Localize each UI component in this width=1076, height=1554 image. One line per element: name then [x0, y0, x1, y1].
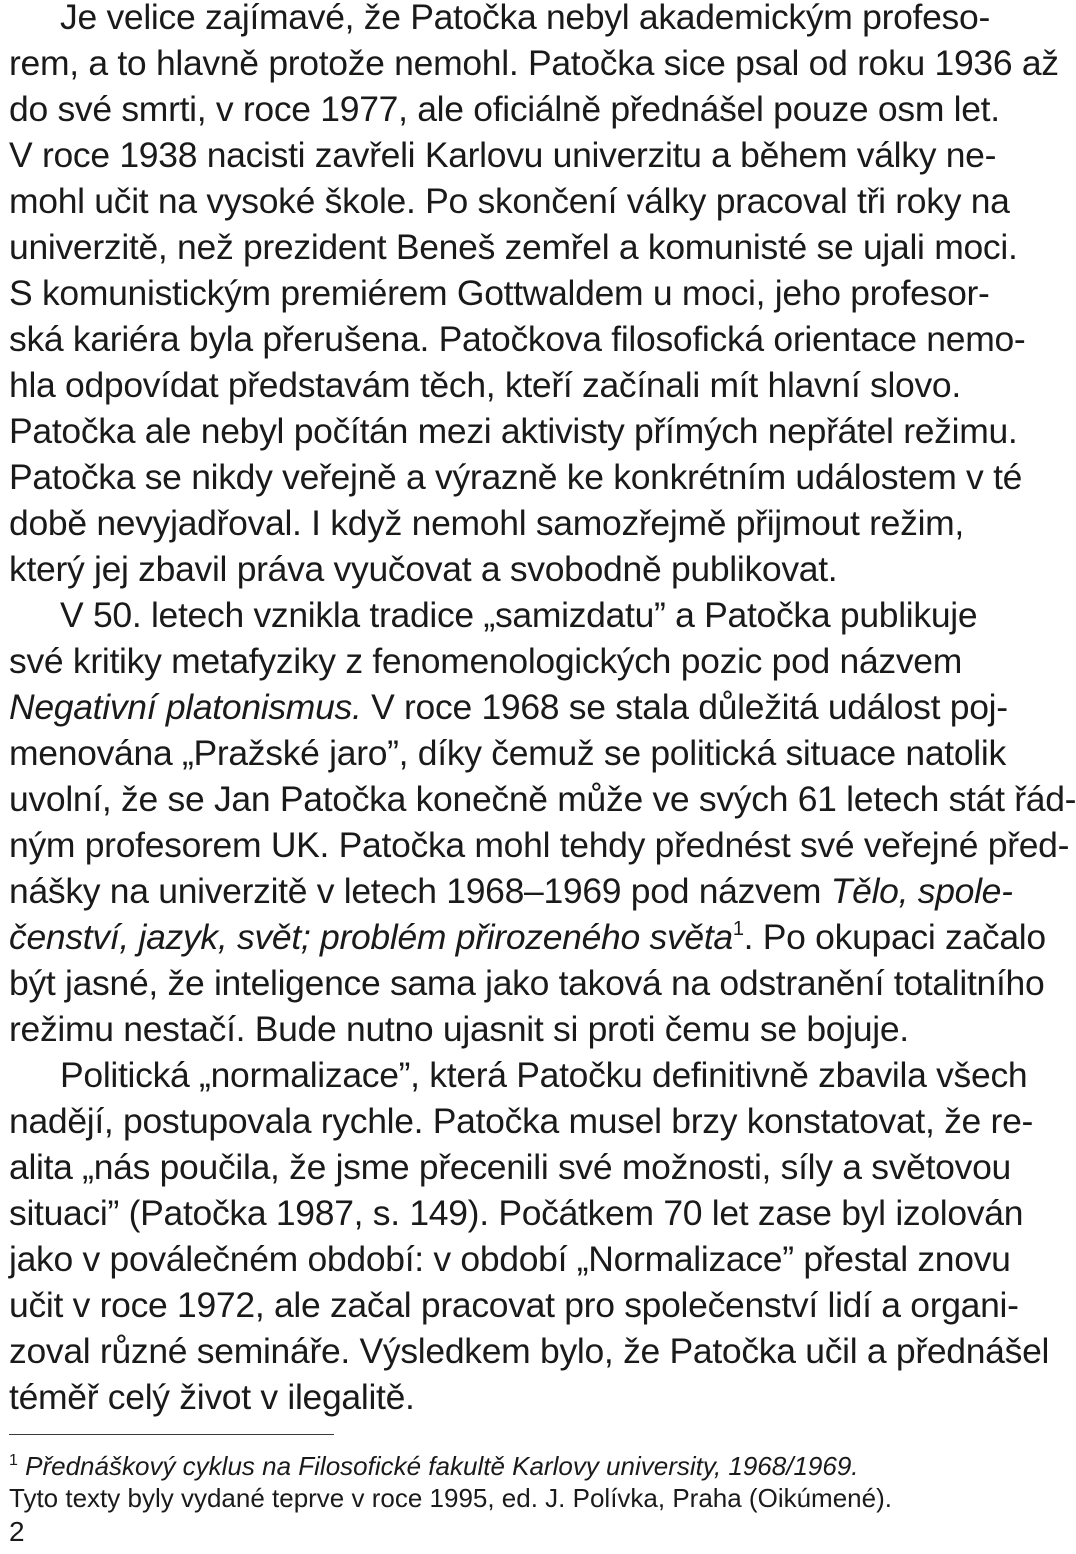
- text-line: S komunistickým premiérem Gottwaldem u moci, jeho profesor-: [9, 273, 990, 313]
- text-line: univerzitě, než prezident Beneš zemřel a komunisté se ujali moci.: [9, 227, 1018, 267]
- text-line: době nevyjadřoval. I když nemohl samozřejmě přijmout režim,: [9, 503, 964, 543]
- text-line: režimu nestačí. Bude nutno ujasnit si proti čemu se bojuje.: [9, 1009, 909, 1049]
- text-line: učit v roce 1972, ale začal pracovat pro společenství lidí a organi-: [9, 1285, 1019, 1325]
- text-line: rem, a to hlavně protože nemohl. Patočka sice psal od roku 1936 až: [9, 43, 1059, 83]
- text-line: zoval různé semináře. Výsledkem bylo, že Patočka učil a přednášel: [9, 1331, 1050, 1371]
- page-number: 2: [9, 1516, 25, 1547]
- text-line: V 50. letech vznikla tradice „samizdatu” a Patočka publikuje: [60, 595, 978, 635]
- text-line: Patočka ale nebyl počítán mezi aktivisty přímých nepřátel režimu.: [9, 411, 1018, 451]
- text-line: Negativní platonismus. V roce 1968 se stala důležitá událost poj-: [9, 687, 1008, 727]
- text-line: alita „nás poučila, že jsme přecenili své možnosti, síly a světovou: [9, 1147, 1011, 1187]
- text-line: téměř celý život v ilegalitě.: [9, 1377, 415, 1417]
- text-line: jako v poválečném období: v období „Normalizace” přestal znovu: [9, 1239, 1011, 1279]
- text-line: čenství, jazyk, svět; problém přirozeného světa$^1$. Po okupaci začalo: [9, 917, 1046, 957]
- text-line: Politická „normalizace”, která Patočku definitivně zbavila všech: [60, 1055, 1028, 1095]
- text-line: který jej zbavil práva vyučovat a svobodně publikovat.: [9, 549, 838, 589]
- text-line: mohl učit na vysoké škole. Po skončení války pracoval tři roky na: [9, 181, 1010, 221]
- text-line: Je velice zajímavé, že Patočka nebyl akademickým profeso-: [60, 0, 990, 37]
- footnote-text: Přednáškový cyklus na Filosofické fakultě Karlovy university, 1968/1969.: [25, 1451, 859, 1481]
- text-line: hla odpovídat představám těch, kteří začínali mít hlavní slovo.: [9, 365, 961, 405]
- footnote-divider: [9, 1434, 334, 1435]
- text-line: situaci” (Patočka 1987, s. 149). Počátkem 70 let zase byl izolován: [9, 1193, 1024, 1233]
- footnote-line: Tyto texty byly vydané teprve v roce 1995, ed. J. Polívka, Praha (Oikúmené).: [9, 1483, 892, 1513]
- lecture-title: čenství, jazyk, svět; problém přirozeného světa: [9, 917, 733, 957]
- footnote-reference: 1: [732, 918, 744, 940]
- text-line: nášky na univerzitě v letech 1968–1969 pod názvem Tělo, spole-: [9, 871, 1013, 911]
- footnote-mark: 1: [9, 1452, 18, 1469]
- text-line: Patočka se nikdy veřejně a výrazně ke konkrétním událostem v té: [9, 457, 1023, 497]
- lecture-title: Tělo, spole-: [830, 871, 1013, 911]
- text-line: nadějí, postupovala rychle. Patočka musel brzy konstatovat, že re-: [9, 1101, 1034, 1141]
- footnote-line: [9, 1450, 953, 1482]
- text-line: své kritiky metafyziky z fenomenologických pozic pod názvem: [9, 641, 963, 681]
- text-line: uvolní, že se Jan Patočka konečně může ve svých 61 letech stát řád-: [9, 779, 1076, 819]
- text-line: do své smrti, v roce 1977, ale oficiálně přednášel pouze osm let.: [9, 89, 1000, 129]
- text-line: menována „Pražské jaro”, díky čemuž se politická situace natolik: [9, 733, 1006, 773]
- text-line: ská kariéra byla přerušena. Patočkova filosofická orientace nemo-: [9, 319, 1026, 359]
- book-title: Negativní platonismus.: [9, 687, 362, 727]
- text-line: být jasné, že inteligence sama jako taková na odstranění totalitního: [9, 963, 1045, 1003]
- text-line: V roce 1938 nacisti zavřeli Karlovu univerzitu a během války ne-: [9, 135, 997, 175]
- text-line: ným profesorem UK. Patočka mohl tehdy přednést své veřejné před-: [9, 825, 1070, 865]
